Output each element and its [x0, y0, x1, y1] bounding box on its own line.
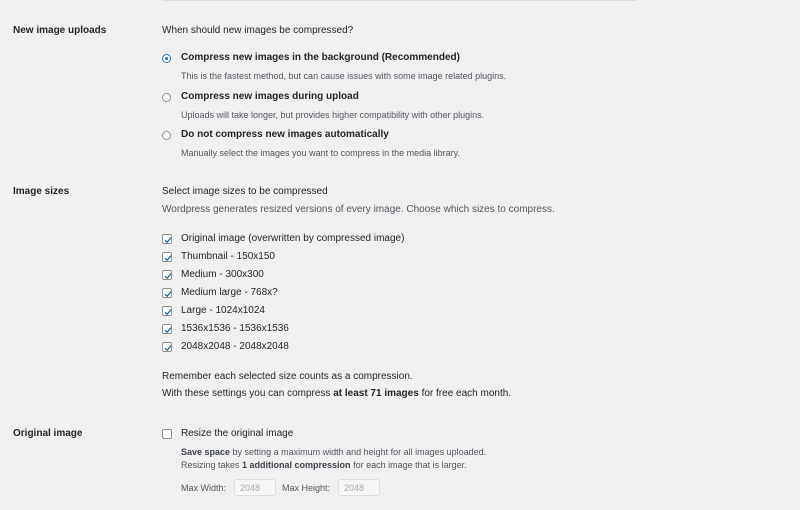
checkmark-icon: [163, 307, 173, 317]
checkmark-icon: [163, 235, 173, 245]
estimate-prefix: With these settings you can compress: [162, 388, 334, 399]
resize-cost-bold: 1 additional compression: [242, 460, 351, 470]
image-sizes-description: Wordpress generates resized versions of every image. Choose which sizes to compress.: [162, 204, 555, 215]
image-sizes-label: Image sizes: [13, 186, 70, 197]
save-space-note: [181, 447, 486, 457]
size-label-2048x2048[interactable]: 2048x2048 - 2048x2048: [181, 341, 289, 352]
checkmark-icon: [163, 289, 173, 299]
checkmark-icon: [163, 271, 173, 281]
checkmark-icon: [163, 325, 173, 335]
compression-timing-question: When should new images be compressed?: [162, 25, 354, 36]
estimate-suffix: for free each month.: [418, 388, 512, 399]
checkmark-icon: [163, 253, 173, 263]
radio-background-compression[interactable]: [162, 54, 171, 63]
resize-cost-prefix: Resizing takes: [181, 460, 243, 470]
option-during-upload-description: Uploads will take longer, but provides higher compatibility with other plugins.: [181, 110, 485, 120]
checkbox-thumbnail[interactable]: [162, 252, 172, 262]
checkbox-medium[interactable]: [162, 270, 172, 280]
resize-cost-note: [181, 460, 467, 470]
resize-cost-suffix: for each image that is larger.: [350, 460, 467, 470]
original-image-label: Original image: [13, 428, 83, 439]
checkbox-original-image[interactable]: [162, 234, 172, 244]
max-width-label: Max Width:: [181, 483, 227, 493]
radio-compress-during-upload[interactable]: [162, 93, 171, 102]
checkmark-icon: [163, 343, 173, 353]
checkbox-1536x1536[interactable]: [162, 324, 172, 334]
option-background-label[interactable]: Compress new images in the background (Recommended): [181, 52, 460, 63]
radio-no-auto-compression[interactable]: [162, 131, 171, 140]
checkbox-medium-large[interactable]: [162, 288, 172, 298]
image-sizes-heading: Select image sizes to be compressed: [162, 186, 328, 197]
size-label-1536x1536[interactable]: 1536x1536 - 1536x1536: [181, 323, 289, 334]
option-no-auto-description: Manually select the images you want to compress in the media library.: [181, 148, 460, 158]
top-divider: [162, 0, 636, 1]
max-height-input[interactable]: [338, 479, 380, 496]
checkbox-large[interactable]: [162, 306, 172, 316]
size-label-large[interactable]: Large - 1024x1024: [181, 305, 265, 316]
size-label-medium-large[interactable]: Medium large - 768x?: [181, 287, 278, 298]
resize-original-label[interactable]: Resize the original image: [181, 428, 294, 439]
option-no-auto-label[interactable]: Do not compress new images automatically: [181, 129, 389, 140]
max-height-label: Max Height:: [282, 483, 331, 493]
size-label-thumbnail[interactable]: Thumbnail - 150x150: [181, 251, 275, 262]
save-space-rest: by setting a maximum width and height for all images uploaded.: [230, 447, 487, 457]
size-label-medium[interactable]: Medium - 300x300: [181, 269, 264, 280]
compression-count-note: Remember each selected size counts as a compression.: [162, 371, 413, 382]
option-background-description: This is the fastest method, but can cause issues with some image related plugins.: [181, 71, 507, 81]
new-image-uploads-label: New image uploads: [13, 25, 107, 36]
option-during-upload-label[interactable]: Compress new images during upload: [181, 91, 359, 102]
save-space-bold: Save space: [181, 447, 231, 457]
max-width-input[interactable]: [234, 479, 276, 496]
monthly-estimate-note: [162, 388, 511, 399]
estimate-count: at least 71 images: [333, 388, 419, 399]
checkbox-resize-original[interactable]: [162, 429, 172, 439]
checkbox-2048x2048[interactable]: [162, 342, 172, 352]
size-label-original[interactable]: Original image (overwritten by compressed image): [181, 233, 405, 244]
